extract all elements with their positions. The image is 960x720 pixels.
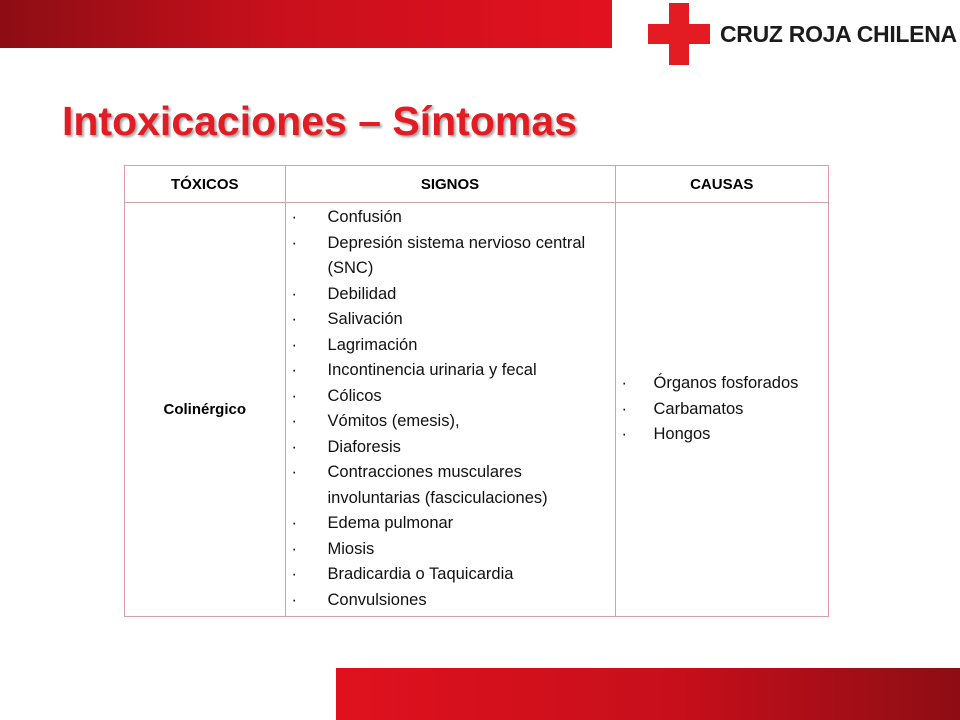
signo-item-text: Cólicos — [327, 386, 382, 405]
signo-item — [292, 231, 609, 282]
signo-item — [292, 409, 609, 435]
bullet-icon: · — [621, 399, 627, 418]
bullet-icon: · — [291, 412, 298, 430]
bullet-icon: · — [291, 386, 298, 405]
bullet-icon: · — [621, 374, 627, 393]
signo-item — [292, 333, 609, 359]
bullet-icon: · — [291, 335, 298, 354]
signos-list — [292, 205, 609, 613]
signo-item — [292, 358, 609, 384]
bullet-icon: · — [291, 208, 298, 226]
signo-item-text: Diaforesis — [327, 437, 401, 456]
top-accent-bar — [0, 0, 612, 48]
bullet-icon: · — [291, 437, 298, 456]
causa-item-text: Hongos — [653, 425, 711, 444]
symptoms-table — [124, 165, 829, 617]
signo-item-text: Vómitos (emesis), — [327, 412, 460, 430]
red-cross-icon — [648, 3, 710, 65]
causas-list — [622, 371, 825, 448]
bottom-accent-bar — [336, 668, 960, 720]
bullet-icon: · — [291, 284, 298, 303]
signo-item-text: Bradicardia o Taquicardia — [327, 565, 514, 583]
signo-item — [292, 384, 609, 410]
signo-item-text: Confusión — [327, 208, 402, 226]
causa-item — [622, 422, 825, 448]
signo-item — [292, 435, 609, 461]
signo-item-text: Lagrimación — [327, 335, 418, 354]
bullet-icon: · — [291, 590, 298, 609]
signo-item-text: Miosis — [327, 539, 375, 558]
signo-item — [292, 588, 609, 614]
causa-item — [622, 371, 825, 397]
causa-item-text: Órganos fosforados — [653, 374, 799, 393]
signo-item-text: Convulsiones — [327, 590, 427, 609]
toxico-cell: Colinérgico — [125, 203, 286, 617]
signo-item-text: Depresión sistema nervioso central (SNC) — [327, 233, 586, 277]
causa-item — [622, 397, 825, 423]
bullet-icon: · — [291, 565, 298, 583]
signos-cell — [285, 203, 615, 617]
table-row — [125, 203, 829, 617]
bullet-icon: · — [291, 539, 298, 558]
slide-title: Intoxicaciones – Síntomas — [62, 98, 577, 144]
signo-item-text: Edema pulmonar — [327, 514, 454, 532]
header-toxicos: TÓXICOS — [125, 166, 286, 203]
brand-name: CRUZ ROJA CHILENA — [720, 20, 957, 47]
signo-item — [292, 205, 609, 231]
signo-item-text: Contracciones musculares involuntarias (fasciculaciones) — [327, 463, 548, 507]
signo-item-text: Salivación — [327, 310, 403, 328]
signo-item — [292, 282, 609, 308]
bullet-icon: · — [291, 463, 298, 481]
signo-item-text: Incontinencia urinaria y fecal — [327, 361, 537, 379]
bullet-icon: · — [291, 361, 298, 379]
signo-item — [292, 511, 609, 537]
signo-item — [292, 307, 609, 333]
signo-item-text: Debilidad — [327, 284, 397, 303]
brand-logo — [648, 2, 957, 66]
causa-item-text: Carbamatos — [653, 399, 744, 418]
causas-cell — [615, 203, 829, 617]
header-causas: CAUSAS — [615, 166, 829, 203]
signo-item — [292, 537, 609, 563]
header-signos: SIGNOS — [285, 166, 615, 203]
signo-item — [292, 460, 609, 511]
bullet-icon: · — [291, 514, 298, 532]
bullet-icon: · — [291, 310, 298, 328]
signo-item — [292, 562, 609, 588]
table-header-row — [125, 166, 829, 203]
bullet-icon: · — [621, 425, 627, 444]
bullet-icon: · — [291, 233, 298, 252]
